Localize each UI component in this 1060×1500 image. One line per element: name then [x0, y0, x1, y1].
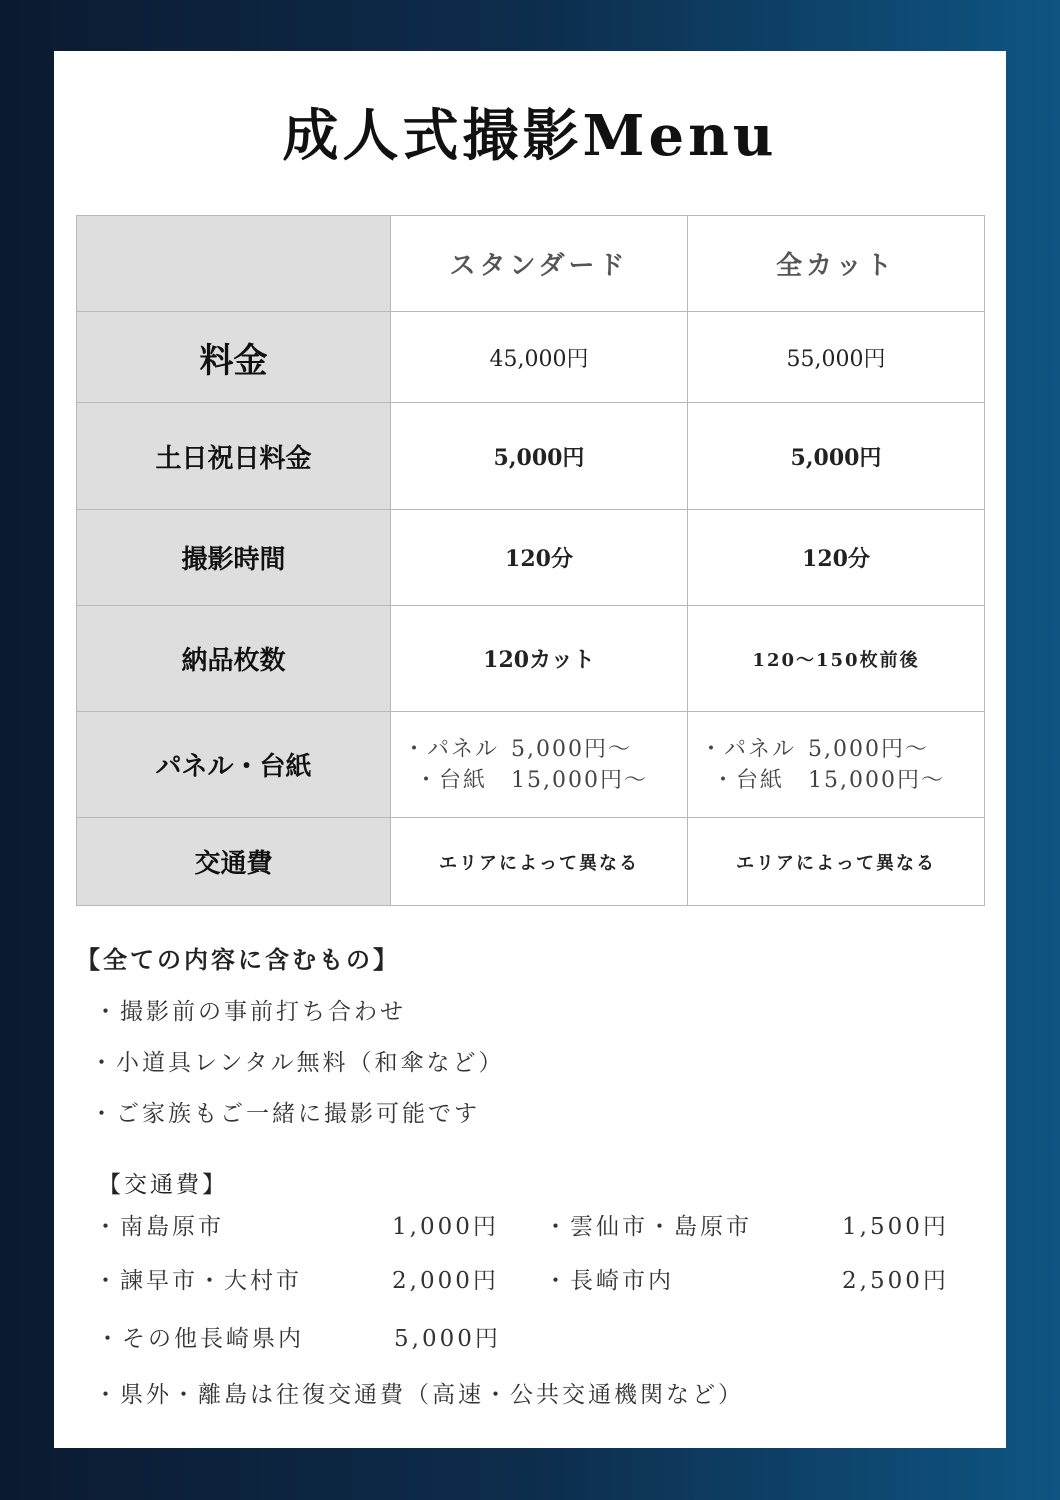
panel-item-price: 15,000円〜: [808, 767, 945, 793]
cell-value: 5,000円: [391, 403, 688, 510]
panel-line: [688, 765, 984, 796]
fee-area: ・長崎市内: [544, 1268, 674, 1294]
fee-area: ・諫早市・大村市: [94, 1268, 302, 1294]
panel-cell-standard: [391, 712, 688, 818]
panel-line: [688, 734, 984, 765]
table-row: [77, 312, 985, 403]
panel-item-price: 5,000円〜: [511, 736, 632, 762]
fee-price: 1,500円: [842, 1214, 949, 1240]
table-corner-cell: [77, 216, 391, 312]
table-row: [77, 606, 985, 712]
panel-line: [391, 765, 687, 796]
cell-value: エリアによって異なる: [688, 818, 985, 906]
list-item: ・小道具レンタル無料（和傘など）: [90, 1050, 505, 1076]
cell-value: 120〜150枚前後: [688, 606, 985, 712]
row-label-weekend-fee: 土日祝日料金: [77, 403, 391, 510]
price-table: [76, 215, 985, 906]
fee-price: 1,000円: [392, 1214, 499, 1240]
cell-value: 45,000円: [391, 312, 688, 403]
fee-area: ・南島原市: [94, 1214, 224, 1240]
cell-value: 120カット: [391, 606, 688, 712]
cell-value: 55,000円: [688, 312, 985, 403]
fee-price: 5,000円: [394, 1326, 501, 1352]
fee-price: 2,000円: [392, 1268, 499, 1294]
panel-item-name: ・台紙: [711, 767, 784, 793]
panel-cell-allcut: [688, 712, 985, 818]
cell-value: 120分: [391, 510, 688, 606]
table-row: [77, 712, 985, 818]
list-item: ・撮影前の事前打ち合わせ: [94, 999, 406, 1025]
row-label-panel: パネル・台紙: [77, 712, 391, 818]
transport-note: ・県外・離島は往復交通費（高速・公共交通機関など）: [94, 1382, 744, 1408]
fee-area: ・雲仙市・島原市: [544, 1214, 752, 1240]
transport-heading: 【交通費】: [98, 1172, 228, 1198]
table-row: [77, 818, 985, 906]
panel-item-price: 5,000円〜: [808, 736, 929, 762]
cell-value: 120分: [688, 510, 985, 606]
cell-value: 5,000円: [688, 403, 985, 510]
panel-line: [391, 734, 687, 765]
panel-item-name: ・台紙: [414, 767, 487, 793]
cell-value: エリアによって異なる: [391, 818, 688, 906]
row-label-shooting-time: 撮影時間: [77, 510, 391, 606]
page-title: 成人式撮影Menu: [282, 103, 778, 169]
fee-area: ・その他長崎県内: [96, 1326, 304, 1352]
fee-price: 2,500円: [842, 1268, 949, 1294]
table-row: [77, 403, 985, 510]
table-row: [77, 510, 985, 606]
row-label-price: 料金: [77, 312, 391, 403]
column-header-standard: スタンダード: [391, 216, 688, 312]
included-heading: 【全ての内容に含むもの】: [76, 945, 400, 974]
table-header-row: [77, 216, 985, 312]
panel-item-name: ・パネル: [699, 736, 796, 762]
panel-item-price: 15,000円〜: [511, 767, 648, 793]
panel-item-name: ・パネル: [402, 736, 499, 762]
row-label-delivery-count: 納品枚数: [77, 606, 391, 712]
list-item: ・ご家族もご一緒に撮影可能です: [90, 1101, 480, 1127]
column-header-allcut: 全カット: [688, 216, 985, 312]
row-label-transport: 交通費: [77, 818, 391, 906]
